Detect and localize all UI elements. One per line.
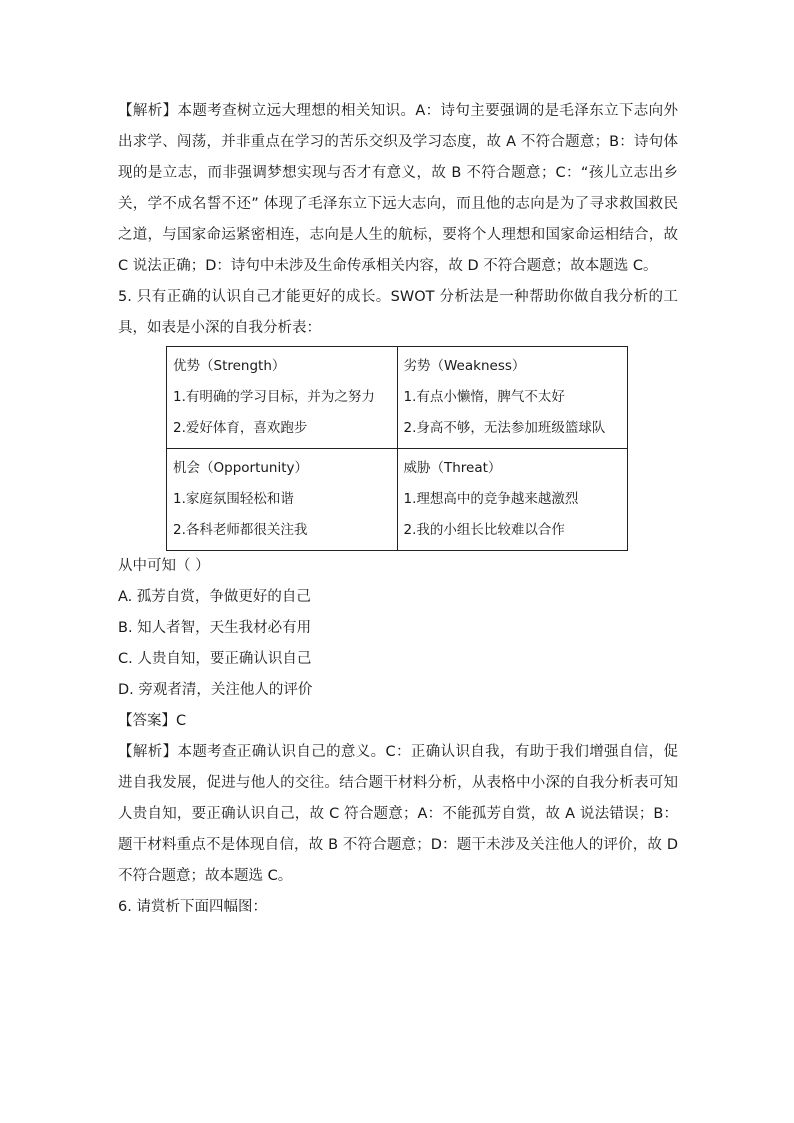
swot-threat-cell <box>397 449 628 551</box>
analysis-text: 本题考查树立远大理想的相关知识。A：诗句主要强调的是毛泽东立下志向外出求学、闯荡，并非重点在学习的苦乐交织及学习态度，故 A 不符合题意；B：诗句体现的是立志，而非强调梦想实现与否才有意义，故 B 不符合题意；C：“孩儿立志出乡关，学不成名誓不还” 体现了毛泽东立下远大志向，而且他的志向是为了寻求救国救民之道，与国家命运紧密相连，志向是人生的航标，要将个人理想和国家命运相结合，故 C 说法正确；D：诗句中未涉及生命传承相关内容，故 D 不符合题意；故本题选 C。 <box>118 103 678 274</box>
swot-table <box>166 346 628 551</box>
analysis-paragraph-q5 <box>118 737 678 892</box>
question-5-answer: 【答案】C <box>118 713 187 729</box>
question-5-stem: 5. 只有正确的认识自己才能更好的成长。SWOT 分析法是一种帮助你做自我分析的工具，如表是小深的自我分析表： <box>118 289 678 336</box>
swot-strength-cell <box>167 347 398 449</box>
swot-threat-item: 1.理想高中的竞争越来越激烈 <box>403 491 579 507</box>
analysis-label: 【解析】 <box>118 103 178 119</box>
analysis-paragraph-q4 <box>118 96 678 282</box>
option-d: D. 旁观者清，关注他人的评价 <box>118 682 313 698</box>
swot-weakness-item: 2.身高不够，无法参加班级篮球队 <box>403 420 606 436</box>
analysis-label: 【解析】 <box>118 744 178 760</box>
swot-strength-item: 1.有明确的学习目标，并为之努力 <box>173 389 375 405</box>
question-5-prompt: 从中可知（ ） <box>118 558 210 574</box>
swot-weakness-cell <box>397 347 628 449</box>
question-5-options <box>118 582 678 706</box>
swot-opportunity-item: 1.家庭氛围轻松和谐 <box>173 491 294 507</box>
swot-strength-title: 优势（Strength） <box>173 358 286 374</box>
swot-strength-item: 2.爱好体育，喜欢跑步 <box>173 420 308 436</box>
swot-opportunity-title: 机会（Opportunity） <box>173 460 309 476</box>
swot-weakness-title: 劣势（Weakness） <box>403 358 526 374</box>
option-b: B. 知人者智，天生我材必有用 <box>118 620 312 636</box>
analysis-text: 本题考查正确认识自己的意义。C：正确认识自我，有助于我们增强自信，促进自我发展，促进与他人的交往。结合题干材料分析，从表格中小深的自我分析表可知人贵自知，要正确认识自己，故 C 符合题意；A：不能孤芳自赏，故 A 说法错误；B：题干材料重点不是体现自信，故 B 不符合题意；D：题干未涉及关注他人的评价，故 D 不符合题意；故本题选 C。 <box>118 744 679 884</box>
swot-opportunity-cell <box>167 449 398 551</box>
swot-threat-item: 2.我的小组长比较难以合作 <box>403 522 565 538</box>
document-page <box>118 96 678 923</box>
swot-weakness-item: 1.有点小懒惰，脾气不太好 <box>403 389 565 405</box>
question-6-stem: 6. 请赏析下面四幅图： <box>118 899 267 915</box>
option-a: A. 孤芳自赏，争做更好的自己 <box>118 589 311 605</box>
option-c: C. 人贵自知，要正确认识自己 <box>118 651 312 667</box>
swot-opportunity-item: 2.各科老师都很关注我 <box>173 522 308 538</box>
swot-threat-title: 威胁（Threat） <box>403 460 502 476</box>
